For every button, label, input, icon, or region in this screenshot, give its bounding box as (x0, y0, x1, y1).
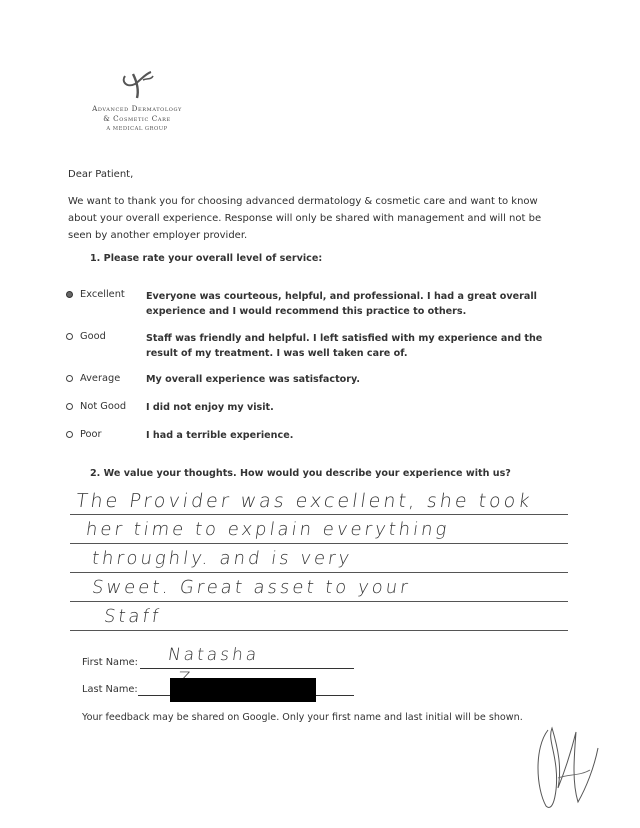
first-name-label: First Name: (82, 657, 138, 668)
option-poor[interactable] (66, 429, 102, 440)
question-1: 1. Please rate your overall level of service: (90, 253, 323, 264)
letterhead-name-line2: & Cosmetic Care (103, 114, 171, 123)
answer-line (70, 601, 568, 602)
option-good[interactable] (66, 331, 106, 342)
handwritten-answer-line4: Sweet. Great asset to your (90, 577, 413, 598)
option-desc-good: Staff was friendly and helpful. I left satisfied with my experience and the result of my treatment. I was well taken care of. (146, 333, 543, 359)
greeting: Dear Patient, (68, 169, 134, 180)
handwritten-answer-line5: Staff (102, 606, 163, 627)
answer-line (70, 630, 568, 631)
first-name-value: Natasha (166, 645, 261, 665)
intro-paragraph: We want to thank you for choosing advanced dermatology & cosmetic care and want to know about your overall experience. Response will only be shared with management and will not be seen by another employer provider. (68, 196, 542, 241)
option-label: Average (80, 373, 121, 384)
option-desc-average: My overall experience was satisfactory. (146, 374, 360, 385)
option-label: Good (80, 331, 106, 342)
handwritten-answer-line1: The Provider was excellent, she took (74, 490, 534, 512)
answer-line (70, 543, 568, 544)
option-desc-poor: I had a terrible experience. (146, 430, 294, 441)
radio-icon[interactable] (66, 403, 73, 410)
radio-selected-icon[interactable] (66, 291, 73, 298)
letterhead-tagline: A MEDICAL GROUP (106, 126, 168, 132)
option-excellent[interactable] (66, 289, 125, 300)
question-2: 2. We value your thoughts. How would you describe your experience with us? (90, 468, 511, 479)
handwritten-answer-line2: her time to explain everything (84, 519, 451, 540)
first-name-line (140, 668, 354, 669)
radio-icon[interactable] (66, 375, 73, 382)
option-label: Excellent (80, 289, 125, 300)
handwritten-answer-line3: throughly. and is very (90, 548, 354, 569)
answer-line (70, 514, 568, 515)
letterhead-logo (72, 68, 202, 132)
option-average[interactable] (66, 373, 120, 384)
footer-note: Your feedback may be shared on Google. Only your first name and last initial will be shown. (82, 712, 523, 723)
option-label: Not Good (80, 401, 127, 412)
radio-icon[interactable] (66, 333, 73, 340)
redaction-bar (170, 678, 316, 702)
letterhead-name-line1: Advanced Dermatology (92, 104, 182, 113)
radio-icon[interactable] (66, 431, 73, 438)
option-label: Poor (80, 429, 102, 440)
option-desc-not-good: I did not enjoy my visit. (146, 402, 274, 413)
answer-line (70, 572, 568, 573)
last-name-label: Last Name: (82, 684, 138, 695)
option-desc-excellent: Everyone was courteous, helpful, and professional. I had a great overall experience and I would recommend this practice to others. (146, 291, 537, 317)
option-not-good[interactable] (66, 401, 126, 412)
practice-logo-icon (117, 68, 157, 100)
signature-scribble (528, 718, 608, 814)
